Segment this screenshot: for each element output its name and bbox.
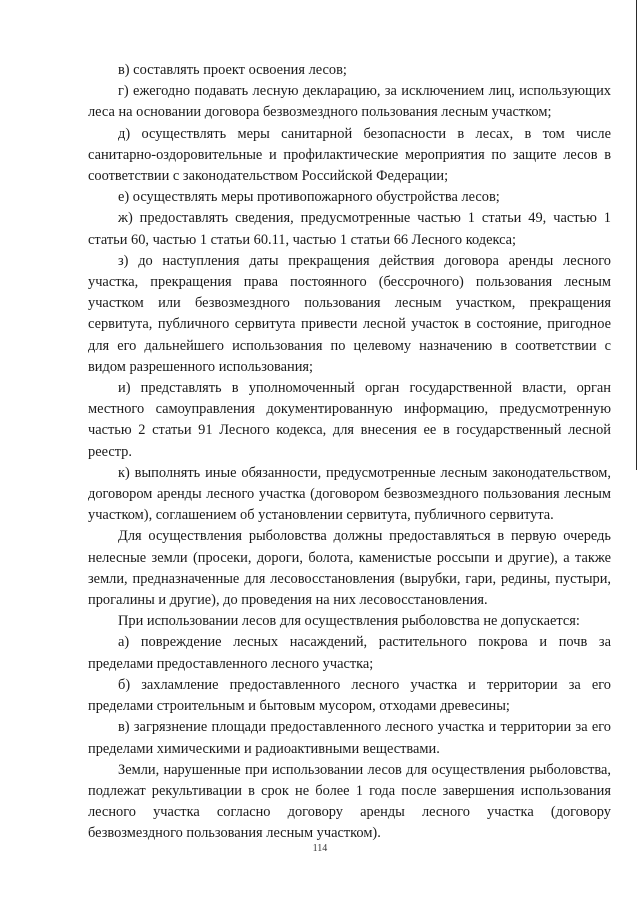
paragraph-g-forest-declaration: г) ежегодно подавать лесную декларацию, за исключением лиц, использующих леса на основании договора безвозмездного пользования лесным участком; xyxy=(88,83,611,121)
paragraph-v-forest-plan: в) составлять проект освоения лесов; xyxy=(118,62,347,78)
paragraph-d-sanitary-safety: д) осуществлять меры санитарной безопасности в лесах, в том числе санитарно-оздоровительные и профилактические мероприятия по защите лесов в соответствии с законодательством Российской Федерации; xyxy=(88,125,611,185)
paragraph-fishing-lands: Для осуществления рыболовства должны предоставляться в первую очередь нелесные земли (просеки, дороги, болота, каменистые россыпи и другие), а также земли, предназначенные для лесовосстановления (вырубки, гари, редины, пустыри, прогалины и другие), до проведения на них лесовосстановления. xyxy=(88,528,611,609)
paragraph-fishing-prohibitions-intro: При использовании лесов для осуществления рыболовства не допускается: xyxy=(118,613,580,630)
document-body xyxy=(88,60,611,845)
scan-edge-line xyxy=(636,0,637,470)
paragraph-a-damage: а) повреждение лесных насаждений, растительного покрова и почв за пределами предоставленного лесного участка; xyxy=(88,634,611,672)
paragraph-reclamation: Земли, нарушенные при использовании лесов для осуществления рыболовства, подлежат рекультивации в срок не более 1 года после завершения использования лесного участка согласно договору аренды лесного участка (договору безвозмездного пользования лесным участком). xyxy=(88,761,611,842)
paragraph-i-submit-documentation: и) представлять в уполномоченный орган государственной власти, орган местного самоуправления документированную информацию, предусмотренную частью 2 статьи 91 Лесного кодекса, для внесения ее в государственный лесной реестр. xyxy=(88,380,611,460)
page-number: 114 xyxy=(312,843,328,854)
paragraph-e-fire-protection: е) осуществлять меры противопожарного обустройства лесов; xyxy=(118,189,500,206)
paragraph-zh-provide-information: ж) предоставлять сведения, предусмотренные частью 1 статьи 49, частью 1 статьи 60, частью 1 статьи 60.11, частью 1 статьи 66 Лесного кодекса; xyxy=(88,210,611,248)
paragraph-b-littering: б) захламление предоставленного лесного участка и территории за его пределами строительным и бытовым мусором, отходами древесины; xyxy=(88,676,611,715)
paragraph-z-restore-plot: з) до наступления даты прекращения действия договора аренды лесного участка, прекращения права постоянного (бессрочного) пользования лесным участком или безвозмездного пользования лесным участком, прекращения сервитута, публичного сервитута привести лесной участок в состояние, пригодное для его дальнейшего использования по целевому назначению в соответствии с видом разрешенного использования; xyxy=(88,252,611,375)
paragraph-k-other-obligations: к) выполнять иные обязанности, предусмотренные лесным законодательством, договором аренды лесного участка (договором безвозмездного пользования лесным участком), соглашением об установлении сервитута, публичного сервитута. xyxy=(88,464,611,524)
paragraph-v-pollution: в) загрязнение площади предоставленного лесного участка и территории за его пределами химическими и радиоактивными веществами. xyxy=(88,719,611,757)
